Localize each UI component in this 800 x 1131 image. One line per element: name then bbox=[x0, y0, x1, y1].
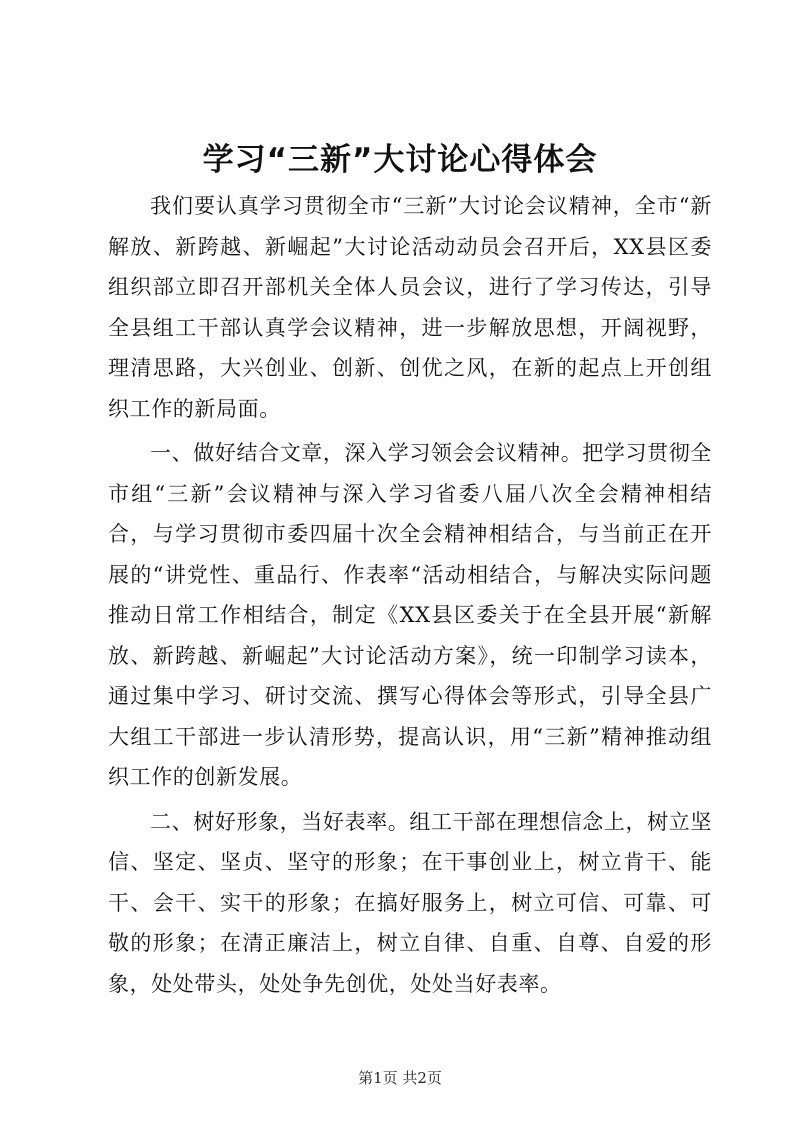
paragraph-section-one: 一、做好结合文章，深入学习领会会议精神。把学习贯彻全市组“三新”会议精神与深入学习省委八届八次全会精神相结合，与学习贯彻市委四届十次全会精神相结合，与当前正在开展的“讲党性、重品行、作表率“活动相结合，与解决实际问题推动日常工作相结合，制定《XX县区委关于在全县开展“新解放、新跨越、新崛起”大讨论活动方案》，统一印制学习读本，通过集中学习、研讨交流、撰写心得体会等形式，引导全县广大组工干部进一步认清形势，提高认识，用“三新”精神推动组织工作的创新发展。 bbox=[108, 441, 712, 789]
document-body bbox=[108, 186, 712, 1008]
paragraph-section-two: 二、树好形象，当好表率。组工干部在理想信念上，树立坚信、坚定、坚贞、坚守的形象；在干事创业上，树立肯干、能干、会干、实干的形象；在搞好服务上，树立可信、可靠、可敬的形象；在清正廉洁上，树立自律、自重、自尊、自爱的形象，处处带头，处处争先创优，处处当好表率。 bbox=[108, 809, 712, 996]
paragraph-intro: 我们要认真学习贯彻全市“三新”大讨论会议精神，全市“新解放、新跨越、新崛起”大讨论活动动员会召开后，XX县区委组织部立即召开部机关全体人员会议，进行了学习传达，引导全县组工干部认真学会议精神，进一步解放思想，开阔视野，理清思路，大兴创业、创新、创优之风，在新的起点上开创组织工作的新局面。 bbox=[108, 194, 712, 421]
page-footer: 第1页 共2页 bbox=[358, 1069, 442, 1087]
document-title: 学习“三新”大讨论心得体会 bbox=[202, 142, 598, 178]
